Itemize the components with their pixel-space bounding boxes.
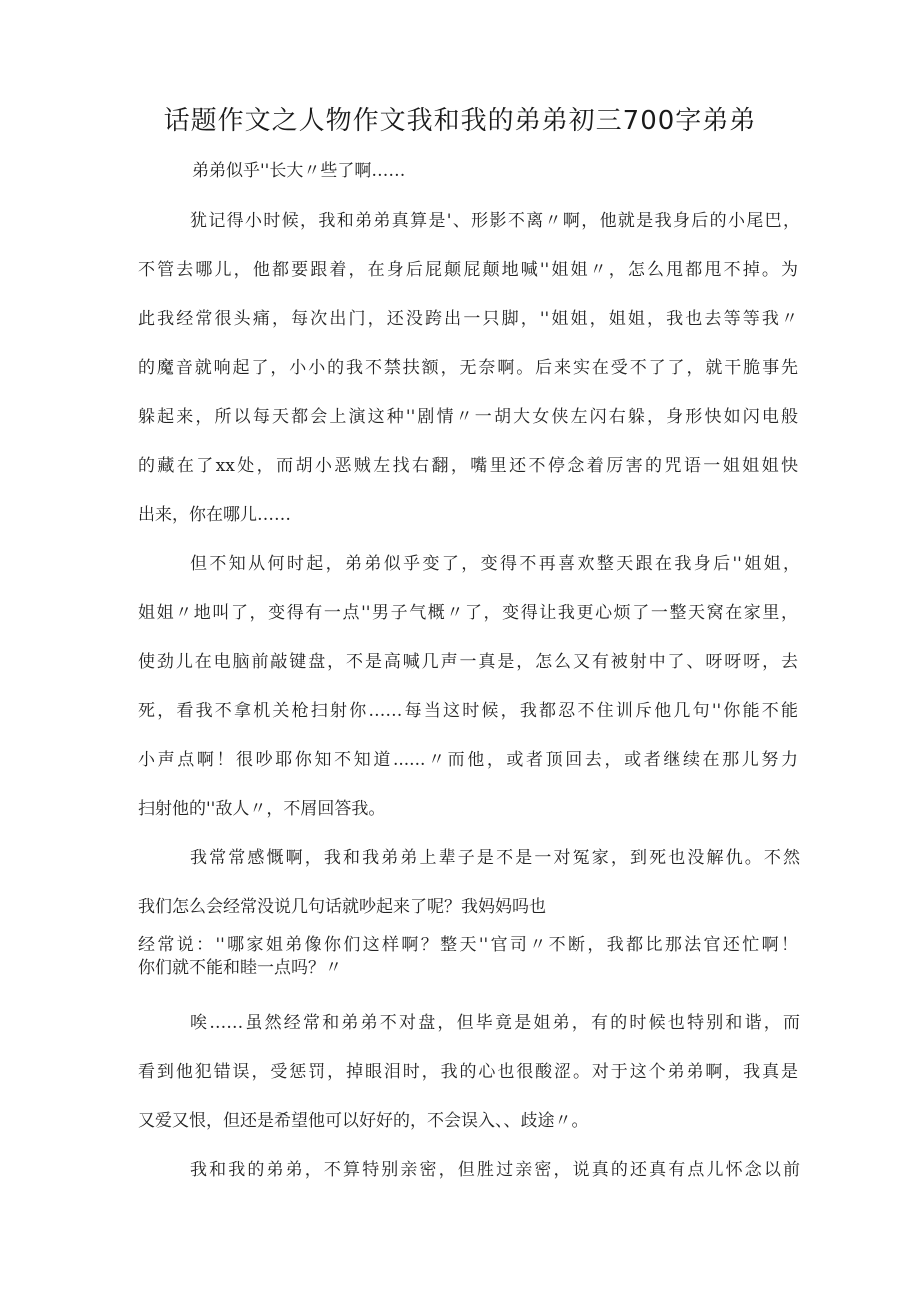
- text-line: 的魔音就响起了，小小的我不禁扶额，无奈啊。后来实在受不了了，就干脆事先: [138, 358, 798, 378]
- text-line: 出来，你在哪儿……: [138, 505, 291, 525]
- text-line: 但不知从何时起，弟弟似乎变了，变得不再喜欢整天跟在我身后''姐姐，: [190, 554, 800, 574]
- text-line: 经常说：''哪家姐弟像你们这样啊？整天''官司〃不断，我都比那法官还忙啊！: [138, 935, 798, 955]
- text-line: 弟弟似乎''长大〃些了啊……: [192, 161, 406, 181]
- text-line: 我们怎么会经常没说几句话就吵起来了呢？我妈妈吗也: [138, 897, 546, 917]
- text-line: 的藏在了xx处，而胡小恶贼左找右翻，嘴里还不停念着厉害的咒语一姐姐姐快: [138, 456, 798, 476]
- text-line: 姐姐〃地叫了，变得有一点''男子气概〃了，变得让我更心烦了一整天窝在家里，: [138, 603, 798, 623]
- text-line: 唉……虽然经常和弟弟不对盘，但毕竟是姐弟，有的时候也特别和谐，而: [190, 1013, 800, 1033]
- text-line: 又爱又恨，但还是希望他可以好好的，不会误入、、歧途〃。: [138, 1111, 589, 1131]
- text-line: 犹记得小时候，我和弟弟真算是'、形影不离〃啊，他就是我身后的小尾巴，: [190, 211, 800, 231]
- text-line: 小声点啊！很吵耶你知不知道......〃而他，或者顶回去，或者继续在那儿努力: [138, 750, 798, 770]
- text-line: 死，看我不拿机关枪扫射你……每当这时候，我都忍不住训斥他几句''你能不能: [138, 701, 798, 721]
- text-line: 使劲儿在电脑前敲键盘，不是高喊几声一真是，怎么又有被射中了、呀呀呀，去: [138, 652, 798, 672]
- text-line: 不管去哪儿，他都要跟着，在身后屁颠屁颠地喊''姐姐〃，怎么甩都甩不掉。为: [138, 260, 798, 280]
- text-line: 此我经常很头痛，每次出门，还没跨出一只脚，''姐姐，姐姐，我也去等等我〃: [138, 309, 798, 329]
- text-line: 看到他犯错误，受惩罚，掉眼泪时，我的心也很酸涩。对于这个弟弟啊，我真是: [138, 1062, 798, 1082]
- text-line: 你们就不能和睦一点吗？〃: [138, 958, 342, 978]
- document-title: 话题作文之人物作文我和我的弟弟初三700字弟弟: [163, 106, 757, 136]
- text-line: 躲起来，所以每天都会上演这种''剧情〃一胡大女侠左闪右躲，身形快如闪电般: [138, 407, 798, 427]
- text-line: 扫射他的''敌人〃，不屑回答我。: [138, 799, 386, 819]
- text-line: 我常常感慨啊，我和我弟弟上辈子是不是一对冤家，到死也没解仇。不然: [190, 848, 800, 868]
- text-line: 我和我的弟弟，不算特别亲密，但胜过亲密，说真的还真有点儿怀念以前: [190, 1160, 800, 1180]
